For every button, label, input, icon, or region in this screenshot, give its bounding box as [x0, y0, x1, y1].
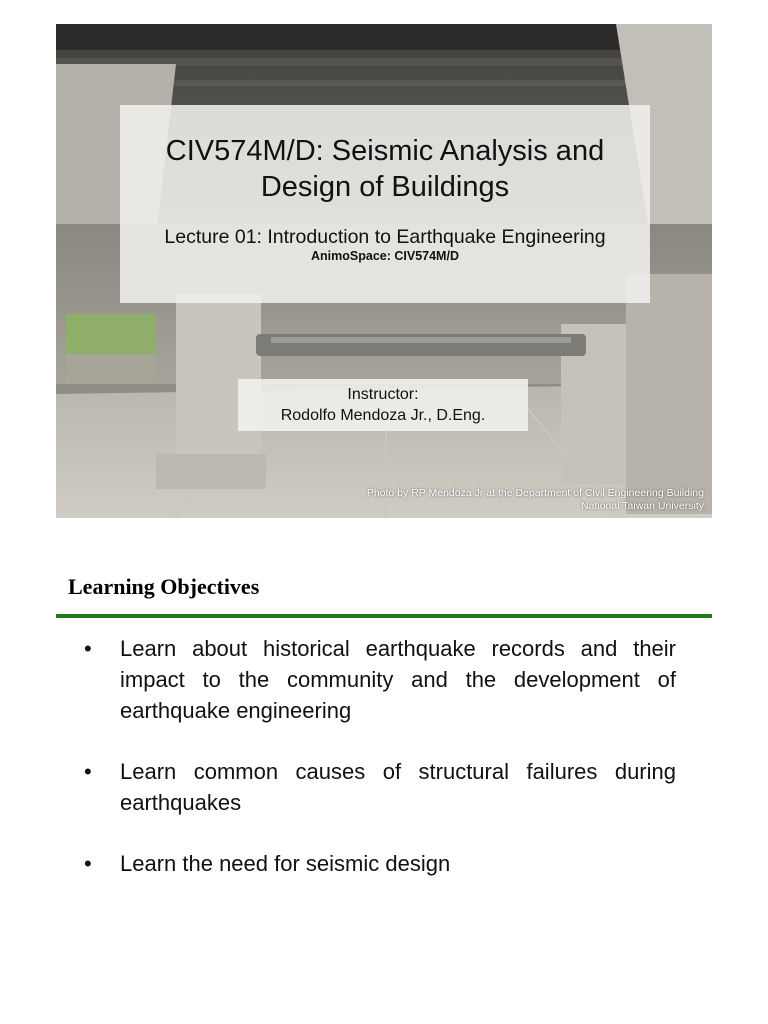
objective-text: Learn the need for seismic design: [120, 851, 451, 876]
objective-text: Learn common causes of structural failures during earthquakes: [120, 759, 676, 815]
bullet-icon: •: [84, 636, 92, 661]
heading-divider: [56, 614, 712, 618]
list-item: [84, 848, 676, 879]
animospace-label: AnimoSpace: CIV574M/D: [311, 249, 459, 263]
lecture-title: Lecture 01: Introduction to Earthquake Engineering: [164, 226, 606, 248]
instructor-label: Instructor:: [347, 386, 419, 403]
bullet-icon: •: [84, 759, 92, 784]
cover-slide: [56, 24, 712, 518]
bullet-icon: •: [84, 851, 92, 876]
instructor-panel: [238, 379, 528, 431]
objectives-list: [84, 633, 676, 909]
list-item: [84, 756, 676, 818]
photo-credit: [367, 487, 704, 513]
objective-text: Learn about historical earthquake records and their impact to the community and the development of earthquake engineering: [120, 636, 676, 723]
photo-credit-line2: National Taiwan University: [581, 500, 704, 512]
instructor-name: Rodolfo Mendoza Jr., D.Eng.: [280, 407, 486, 424]
objectives-heading: Learning Objectives: [68, 574, 260, 599]
photo-credit-line1: Photo by RP Mendoza Jr at the Department of Civil Engineering Building: [366, 487, 704, 499]
list-item: [84, 633, 676, 726]
title-panel: [120, 105, 650, 303]
course-title: CIV574M/D: Seismic Analysis and Design of Buildings: [165, 135, 605, 203]
